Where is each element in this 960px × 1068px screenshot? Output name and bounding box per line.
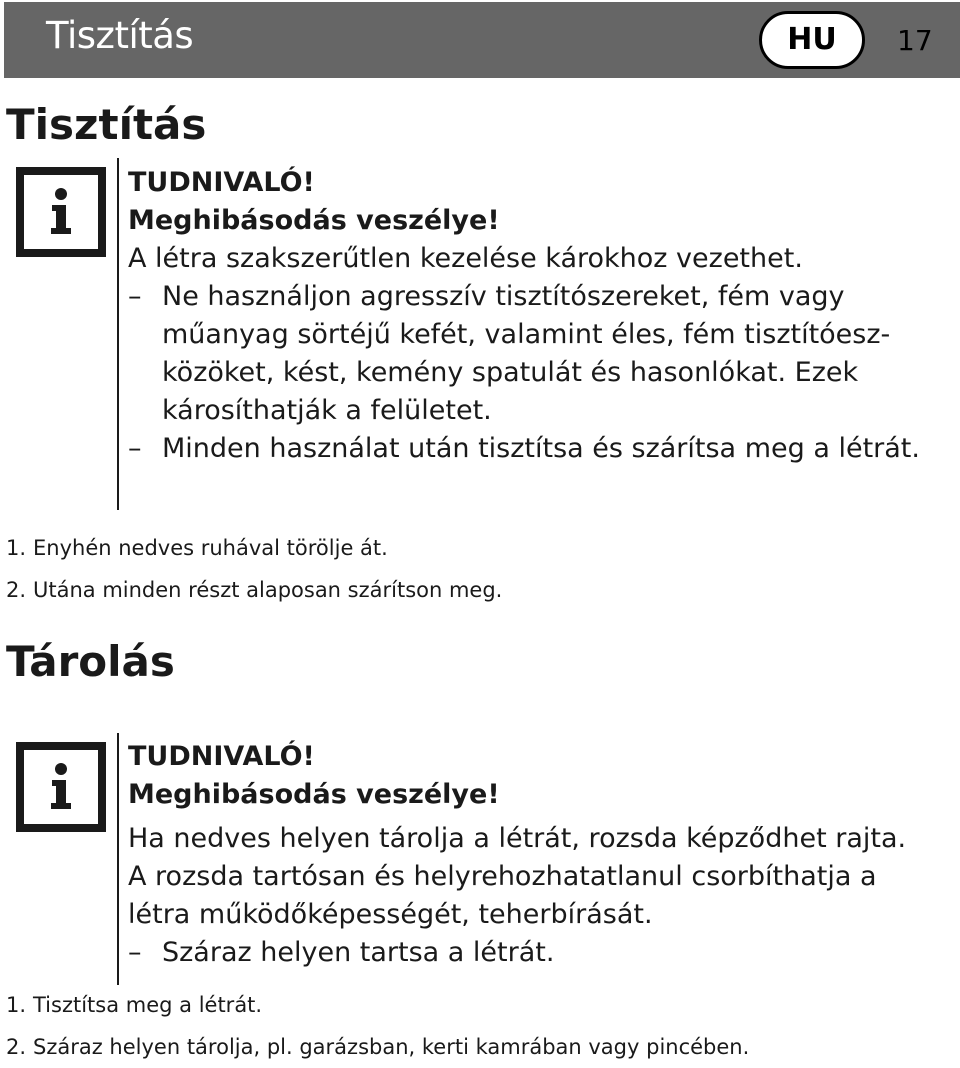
bullet-text: Minden használat után tisztítsa és szárítsa meg a létrát. [162,433,920,464]
section-title-storage: Tárolás [6,637,175,686]
notice-bullet [128,430,922,468]
dash-icon: – [128,281,142,312]
step-item [6,984,956,1026]
notice-block-storage [128,738,958,972]
notice-bullet [128,934,922,972]
step-number: 1. [6,536,27,560]
step-text: Száraz helyen tárolja, pl. garázsban, kerti kamrában vagy pincében. [33,1035,750,1059]
page-header [4,2,960,78]
dash-icon: – [128,433,142,464]
notice-text-content: Ha nedves helyen tárolja a létrát, rozsda képződhet rajta. A rozsda tartósan és helyrehozhatatlanul csorbíthatja a létra működőképességét, teherbírását. [128,823,907,930]
header-title: Tisztítás [46,14,194,57]
info-icon [16,742,106,832]
step-number: 1. [6,993,27,1017]
notice-block-cleaning [128,164,958,468]
bullet-text: Száraz helyen tartsa a létrát. [162,937,555,968]
notice-title: TUDNIVALÓ! [128,167,315,198]
notice-divider [117,158,119,510]
step-text: Utána minden részt alaposan szárítson meg. [33,578,503,602]
step-item [6,527,956,569]
notice-text: A létra szakszerűtlen kezelése károkhoz vezethet. [128,243,803,274]
steps-cleaning [6,527,956,611]
section-title-cleaning: Tisztítás [6,100,207,149]
notice-subtitle: Meghibásodás veszélye! [128,779,500,810]
step-number: 2. [6,578,27,602]
step-number: 2. [6,1035,27,1059]
step-text: Enyhén nedves ruhával törölje át. [33,536,388,560]
step-item [6,569,956,611]
step-text: Tisztítsa meg a létrát. [33,993,263,1017]
language-badge: HU [759,11,865,69]
notice-text [128,820,928,934]
dash-icon: – [128,937,142,968]
info-icon [16,167,106,257]
bullet-text: Ne használjon agresszív tisztítószereket, fém vagy műanyag sörtéjű kefét, valamint éles, fém tisztítóeszközöket, kést, kemény spatulát és hasonlókat. Ezek károsíthatják a felületet. [162,281,891,426]
step-item [6,1026,956,1068]
notice-bullet [128,278,922,430]
steps-storage [6,984,956,1068]
notice-title: TUDNIVALÓ! [128,741,315,772]
page-number: 17 [897,24,933,57]
notice-divider [117,733,119,985]
notice-subtitle: Meghibásodás veszélye! [128,205,500,236]
